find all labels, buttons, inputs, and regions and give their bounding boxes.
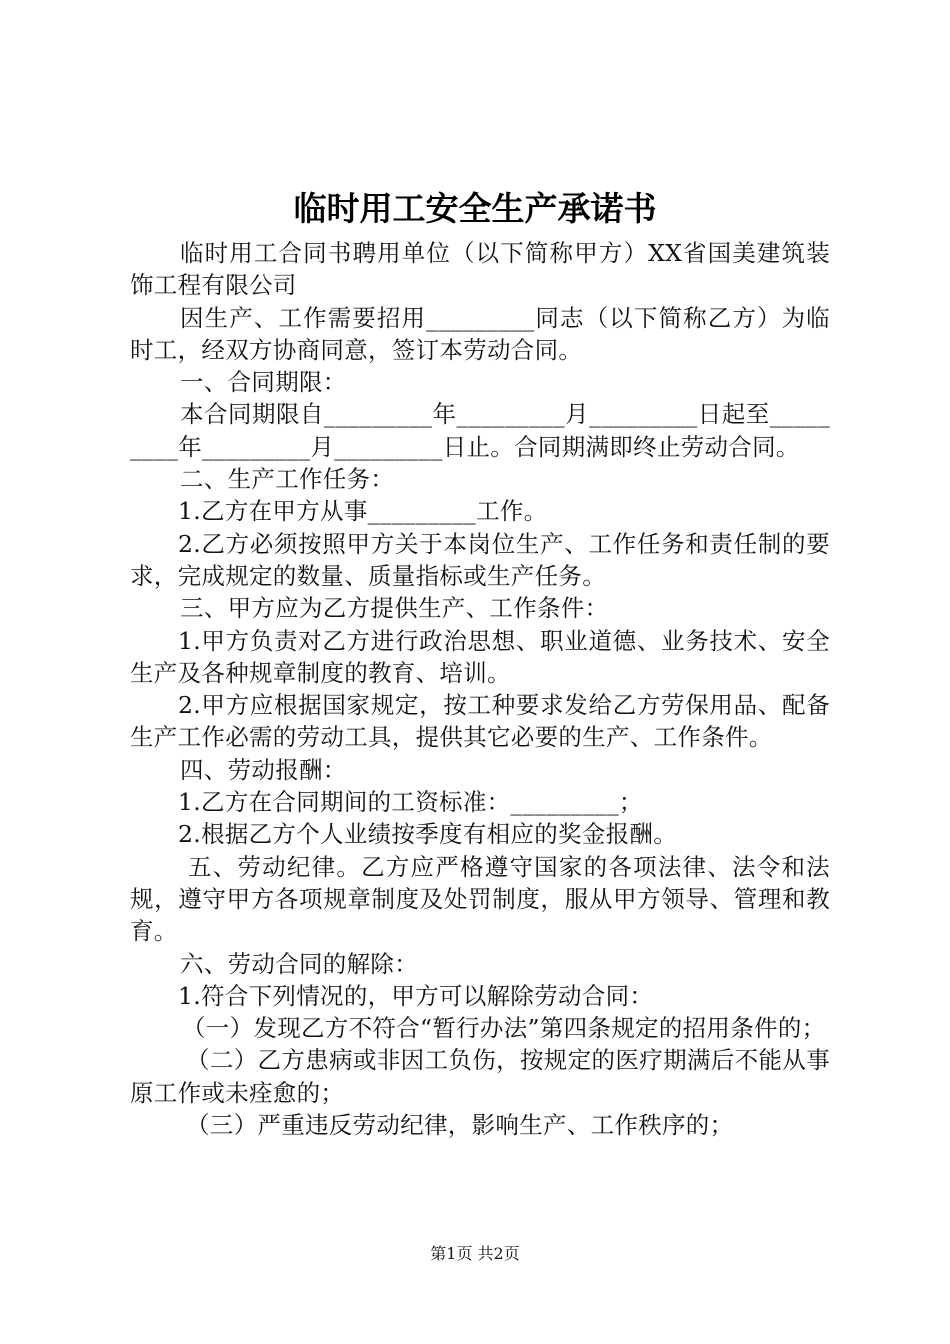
paragraph-pay-1: 1.乙方在合同期间的工资标准：_________； [178,788,643,817]
document-body [130,237,830,1141]
paragraph-recruitment: 因生产、工作需要招用_________同志（以下简称乙方）为临时工，经双方协商同意，签订本劳动合同。 [130,303,830,364]
paragraph-discipline: 五、劳动纪律。乙方应严格遵守国家的各项法律、法令和法规，遵守甲方各项规章制度及处罚制度，服从甲方领导、管理和教育。 [130,852,830,946]
paragraph-task-2: 2.乙方必须按照甲方关于本岗位生产、工作任务和责任制的要求，完成规定的数量、质量指标或生产任务。 [130,529,830,590]
paragraph-task-1: 1.乙方在甲方从事_________工作。 [178,497,548,526]
paragraph-employer: 临时用工合同书聘用单位（以下简称甲方）XX省国美建筑装饰工程有限公司 [130,239,830,300]
section-heading-term: 一、合同期限： [180,368,347,397]
paragraph-termination-1: 1.符合下列情况的，甲方可以解除劳动合同： [178,981,654,1010]
section-heading-pay: 四、劳动报酬： [180,755,347,784]
document-title: 临时用工安全生产承诺书 [293,189,657,228]
paragraph-term: 本合同期限自_________年_________月_________日起至_________年_________月_________日止。合同期满即终止劳动合同。 [130,400,830,461]
paragraph-pay-2: 2.根据乙方个人业绩按季度有相应的奖金报酬。 [178,820,678,849]
paragraph-condition-1: 1.甲方负责对乙方进行政治思想、职业道德、业务技术、安全生产及各种规章制度的教育、培训。 [130,626,830,687]
paragraph-termination-case-1: （一）发现乙方不符合“暂行办法”第四条规定的招用条件的； [182,1014,826,1043]
page-number: 第1页 共2页 [430,1244,520,1263]
paragraph-termination-case-3: （三）严重违反劳动纪律，影响生产、工作秩序的； [186,1111,734,1140]
section-heading-conditions: 三、甲方应为乙方提供生产、工作条件： [180,594,609,623]
section-heading-tasks: 二、生产工作任务： [180,465,395,494]
section-heading-termination: 六、劳动合同的解除： [180,949,418,978]
paragraph-termination-case-2: （二）乙方患病或非因工负伤，按规定的医疗期满后不能从事原工作或未痊愈的； [130,1046,830,1107]
paragraph-condition-2: 2.甲方应根据国家规定，按工种要求发给乙方劳保用品、配备生产工作必需的劳动工具，提供其它必要的生产、工作条件。 [130,691,830,752]
